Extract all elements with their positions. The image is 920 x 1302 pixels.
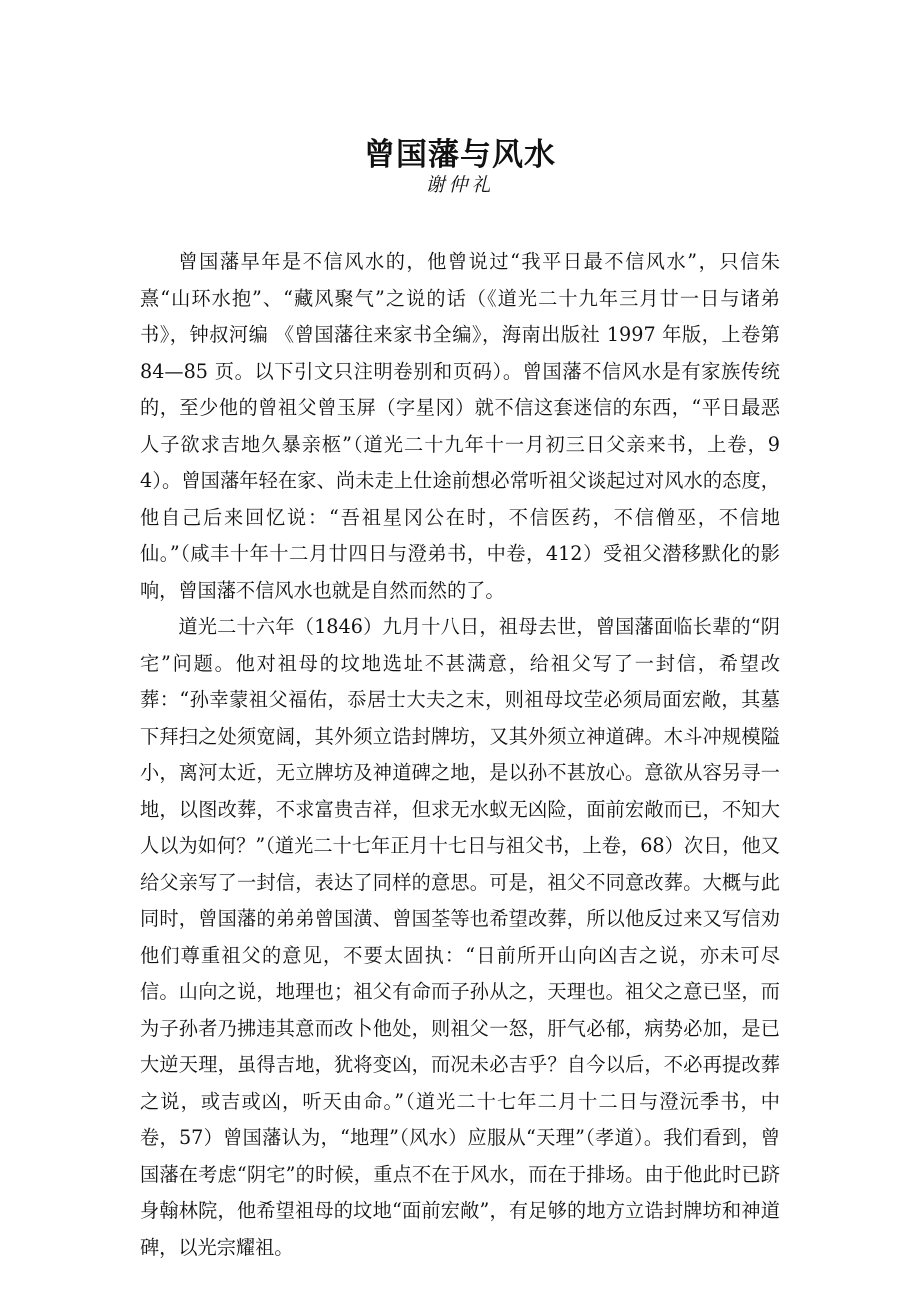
document-title: 曾国藩与风水 xyxy=(364,136,556,173)
paragraph-2: 道光二十六年（1846）九月十八日，祖母去世，曾国藩面临长辈的“阴宅”问题。他对祖母的坟地选址不甚满意，给祖父写了一封信，希望改葬：“孙幸蒙祖父福佑，忝居士大夫之末，则祖母坟茔必须局面宏敞，其墓下拜扫之处须宽阔，其外须立诰封牌坊，又其外须立神道碑。木斗冲规模隘小，离河太近，无立牌坊及神道碑之地，是以孙不甚放心。意欲从容另寻一地，以图改葬，不求富贵吉祥，但求无水蚁无凶险，面前宏敞而已，不知大人以为如何？”（道光二十七年正月十七日与祖父书，上卷，68）次日，他又给父亲写了一封信，表达了同样的意思。可是，祖父不同意改葬。大概与此同时，曾国藩的弟弟曾国潢、曾国荃等也希望改葬，所以他反过来又写信劝他们尊重祖父的意见，不要太固执：“日前所开山向凶吉之说，亦未可尽信。山向之说，地理也；祖父有命而子孙从之，天理也。祖父之意已坚，而为子孙者乃拂违其意而改卜他处，则祖父一怒，肝气必郁，病势必加，是已大逆天理，虽得吉地，犹将变凶，而况未必吉乎？自今以后，不必再提改葬之说，或吉或凶，听天由命。”（道光二十七年二月十二日与澄沅季书，中卷，57）曾国藩认为，“地理”（风水）应服从“天理”（孝道）。我们看到，曾国藩在考虑“阴宅”的时候，重点不在于风水，而在于排场。由于他此时已跻身翰林院，他希望祖母的坟地“面前宏敞”，有足够的地方立诰封牌坊和神道碑，以光宗耀祖。 xyxy=(140,615,780,1259)
paragraph-1: 曾国藩早年是不信风水的，他曾说过“我平日最不信风水”，只信朱熹“山环水抱”、“藏风聚气”之说的话（《道光二十九年三月廿一日与诸弟书》，钟叔河编 《曾国藩往来家书全编》，海南出版社 1997 年版，上卷第 84—85 页。以下引文只注明卷别和页码）。曾国藩不信风水是有家族传统的，至少他的曾祖父曾玉屏（字星冈）就不信这套迷信的东西，“平日最恶人子欲求吉地久暴亲柩”（道光二十九年十一月初三日父亲来书，上卷，94）。曾国藩年轻在家、尚未走上仕途前想必常听祖父谈起过对风水的态度，他自己后来回忆说：“吾祖星冈公在时，不信医药，不信僧巫，不信地仙。”（咸丰十年十二月廿四日与澄弟书，中卷，412）受祖父潜移默化的影响，曾国藩不信风水也就是自然而然的了。 xyxy=(140,250,780,602)
article-body xyxy=(140,244,780,1266)
author-name: 谢仲礼 xyxy=(425,174,495,196)
